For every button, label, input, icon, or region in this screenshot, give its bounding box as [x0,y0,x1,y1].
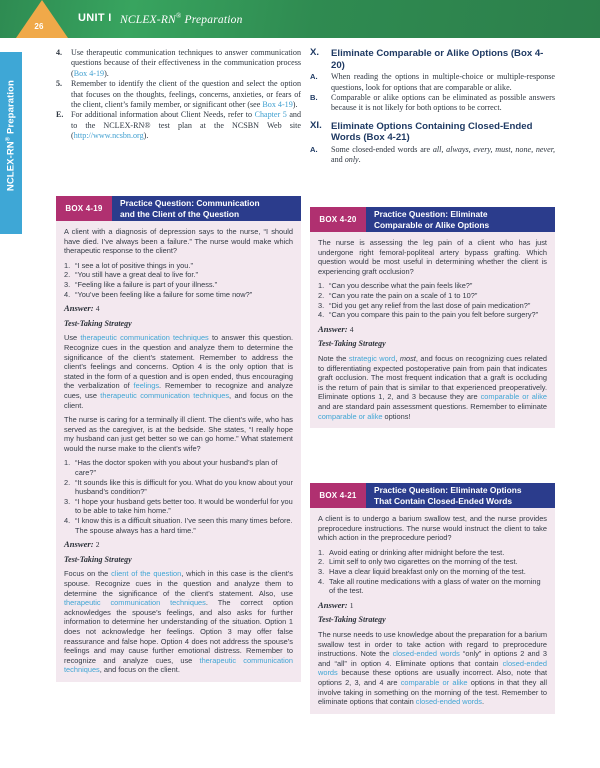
box-title-line-1: Practice Question: Communication [120,198,260,209]
answer-option[interactable] [318,567,547,577]
highlighted-term: client of the question [111,569,182,579]
outline-item [56,48,301,79]
answer-option-text: Take all routine medications with a glass of water on the morning of the test. [329,576,541,596]
answer-option-number: 3. [318,300,325,310]
answer-option-number: 4. [64,289,71,299]
answer-option[interactable] [318,291,547,301]
answer-option-text: “You’ve been feeling like a failure for some time now?” [75,289,253,299]
emphasis-text: only [344,155,359,165]
answer-option-text: “Can you compare this pain to the pain you felt before surgery?” [329,310,539,320]
answer-option-list [318,281,547,319]
answer-option-text: “Can you describe what the pain feels like?” [329,281,473,291]
answer-option-list [318,548,547,596]
cross-reference-link[interactable]: Box 4-19 [262,100,293,110]
answer-option-text: “I know this is a difficult situation. I’ve seen this many times before. The spouse always has a hard time.” [75,516,293,535]
answer-value: 1 [349,600,354,610]
answer-option[interactable] [318,557,547,567]
answer-option[interactable] [318,310,547,320]
emphasis-text: most [399,353,416,363]
answer-option[interactable] [64,516,293,535]
page-running-head [0,0,600,38]
answer-line: Answer: 2 [64,539,100,550]
highlighted-term: therapeutic communication techniques [100,390,230,400]
answer-option[interactable] [318,281,547,291]
section-gap [310,114,555,121]
box-body [310,508,555,714]
answer-option-number: 1. [64,458,71,468]
side-thumb-tab [0,52,22,234]
box-paragraph: A client with a diagnosis of depression says to the nurse, “I should have died. I’ve always been a failure.” The nurse would make which therapeutic response to the client? [64,227,293,256]
box-header [310,207,555,232]
practice-box-4-20 [310,207,555,428]
answer-value: 4 [95,304,100,314]
answer-option[interactable] [318,548,547,558]
practice-box-4-21 [310,483,555,714]
box-tag-label: BOX 4-20 [310,207,366,232]
cross-reference-link[interactable]: Box 4-19 [73,68,105,78]
right-column-outline [310,48,555,166]
outline-section-heading [310,121,555,144]
answer-option-text: “It sounds like this is difficult for you. What do you know about your husband’s condition?” [75,477,293,497]
box-body [310,232,555,428]
outline-marker: 5. [56,79,63,89]
outline-item [56,79,301,110]
answer-option-number: 4. [318,310,325,320]
box-paragraph: The nurse needs to use knowledge about the preparation for a barium swallow test in order to take action with regard to preprocedure instructions. Note the closed-ended words “only” in options 2 and 3 and “all” in option 4. Eliminate options that contain closed-ended words because these options are usually incorrect. Also, note that options 2, 3, and 4 are comparable or alike options in that they all involve taking in something on the morning of the test. Remember to eliminate options that contain closed-ended words. [318,629,547,707]
highlighted-term: strategic word [348,353,396,363]
outline-item [56,110,301,141]
answer-option-text: Avoid eating or drinking after midnight before the test. [329,547,505,557]
box-title-line-1: Practice Question: Eliminate [374,209,488,220]
box-paragraph: Note the strategic word, most, and focus on recognizing cues related to differentiating expected postoperative pain from pain that indicates graft occlusion. The most frequent indication that a graft is occluding is the return of pain that is similar to that experienced preoperatively. Eliminate options 1, 2, and 3 because they are comparable or alike and are standard pain assessment questions. Remember to eliminate comparable or alike options! [318,353,547,421]
highlighted-term: comparable or alike [480,392,547,402]
answer-option-text: “Can you rate the pain on a scale of 1 to 10?” [329,290,478,300]
strategy-heading: Test-Taking Strategy [318,339,386,349]
answer-line: Answer: 4 [318,323,354,334]
box-paragraph: The nurse is caring for a terminally ill client. The client’s wife, who has served as the caregiver, is at the bedside. She states, “I really hope my husband can just get better so we can go home.” What statement would the nurse make to the client’s wife? [64,415,293,453]
outline-text: Use therapeutic communication techniques to answer communication questions because of their effectiveness in the communication process (Box 4-19). [71,48,301,78]
box-header [310,483,555,508]
answer-option-number: 4. [64,516,71,526]
box-tag-label: BOX 4-21 [310,483,366,508]
box-title [366,207,555,232]
outline-subitem [310,72,555,93]
section-numeral: XI. [310,119,322,131]
answer-option[interactable] [64,290,293,300]
box-title-line-1: Practice Question: Eliminate Options [374,485,522,496]
answer-option[interactable] [64,261,293,271]
highlighted-term: closed-ended words [318,658,547,678]
answer-option-number: 4. [318,576,325,586]
box-paragraph: A client is to undergo a barium swallow test, and the nurse provides preprocedure instructions. The nurse would instruct the client to take which action in the preprocedure period? [318,514,547,543]
box-paragraph: Focus on the client of the question, which in this case is the client’s spouse. Recognize cues in the question and analyze them to determine the significance of the client’s statement. Also, use therapeutic communication techniques. The correct option acknowledges the spouse’s feelings, and also asks for further information to determine her understanding of the situation. Option 1 does not acknowledge her feelings. Option 3 may offer false reassurance and false hope. Option 4 does not address the spouse’s feelings and may cause further emotional distress. Remember to recognize and analyze cues, use therapeutic communication techniques, and focus on the client. [64,569,294,675]
cross-reference-link[interactable]: Chapter 5 [254,110,287,120]
highlighted-term: therapeutic communication techniques [80,333,209,343]
section-numeral: X. [310,47,320,58]
box-title [112,196,301,221]
answer-value: 2 [95,540,100,550]
section-title: Eliminate Options Containing Closed-Ended Words (Box 4-21) [331,120,533,144]
page-number: 26 [34,22,44,31]
answer-option[interactable] [64,270,293,280]
cross-reference-link[interactable]: http://www.ncsbn.org [73,131,144,141]
box-title-line-2: and the Client of the Question [120,208,240,219]
answer-option-text: “Feeling like a failure is part of your illness.” [75,279,218,289]
outline-sub-text: Comparable or alike options can be eliminated as possible answers because it is not likely for both options to be correct. [331,93,555,113]
answer-option-text: Limit self to only two cigarettes on the morning of the test. [329,557,518,567]
box-paragraph: The nurse is assessing the leg pain of a client who has just undergone right femoral-popliteal artery bypass grafting. Which question would be most useful in determining whether the client is experiencing graft occlusion? [318,238,547,276]
outline-sub-marker: A. [310,72,318,82]
section-title: Eliminate Comparable or Alike Options (Box 4-20) [331,48,544,71]
answer-option-number: 2. [318,290,325,300]
strategy-heading: Test-Taking Strategy [64,554,132,564]
answer-option-number: 3. [318,566,325,576]
outline-text: Remember to identify the client of the question and select the option that focuses on the thoughts, feelings, concerns, anxieties, or fears of the client, client’s family member, or significant other (see Box 4-19). [71,79,301,110]
answer-option-text: “Has the doctor spoken with you about your husband’s plan of care?” [75,458,278,478]
answer-option[interactable] [318,577,547,596]
answer-option-list [64,458,293,535]
answer-option[interactable] [64,458,293,477]
outline-sub-text: When reading the options in multiple-choice or multiple-response questions, look for options that are comparable or alike. [331,72,555,92]
box-tag-label: BOX 4-19 [56,196,112,221]
highlighted-term: therapeutic communication techniques [64,598,206,608]
practice-box-4-19 [56,196,301,682]
outline-marker: 4. [56,48,63,57]
answer-option-text: “You still have a great deal to live for.” [75,270,198,280]
box-header [56,196,301,221]
answer-option-text: Have a clear liquid breakfast only on the morning of the test. [329,566,526,576]
answer-option[interactable] [318,301,547,311]
answer-option-number: 3. [64,496,71,506]
answer-option-number: 1. [318,547,325,557]
highlighted-term: therapeutic communication techniques [64,655,294,675]
answer-option-number: 3. [64,279,71,289]
box-title-line-2: That Contain Closed-Ended Words [374,495,513,506]
outline-section-heading [310,48,555,71]
answer-line: Answer: 1 [318,599,354,610]
box-title [366,483,555,508]
answer-option-number: 2. [64,270,71,280]
unit-label: UNIT I [78,12,112,24]
outline-text: For additional information about Client Needs, refer to Chapter 5 and to the NCLEX-RN® test plan at the NCSBN Web site (http://www.ncsbn.org). [71,110,302,141]
box-body [56,221,301,682]
outline-sub-text: Some closed-ended words are all, always, every, must, none, never, and only. [331,145,555,165]
outline-sub-marker: B. [310,93,318,102]
box-title-line-2: Comparable or Alike Options [374,219,490,230]
side-thumb-tab-label: NCLEX-RN® Preparation [5,80,17,192]
folio-tab-shape [16,0,68,38]
answer-option-number: 1. [318,281,325,291]
outline-subitem [310,145,555,166]
highlighted-term: closed-ended words [415,697,482,707]
answer-option-number: 2. [64,477,71,487]
emphasis-text: all, always, every, must, none, never, [432,145,555,154]
highlighted-term: feelings [133,381,160,391]
answer-option-number: 2. [318,557,325,567]
highlighted-term: comparable or alike [318,411,383,421]
answer-option-text: “I hope your husband gets better too. It would be wonderful for you to be able to take him home.” [75,496,293,516]
answer-option-number: 1. [64,260,71,270]
unit-title: NCLEX-RN® Preparation [120,12,243,26]
outline-marker: E. [56,110,64,120]
answer-option[interactable] [64,497,293,516]
highlighted-term: comparable or alike [400,677,468,687]
outline-sub-marker: A. [310,145,318,154]
box-paragraph: Use therapeutic communication techniques to answer this question. Recognize cues in the question and analyze them to determine the significance of the client’s statement. Remember to address the client’s feelings and concerns. Option 4 is the only option that is stated in the form of a question and is open ended, thus encouraging the verbalization of feelings. Remember to recognize and analyze cues, use therapeutic communication techniques, and focus on the client. [64,333,294,410]
answer-value: 4 [349,324,354,334]
answer-line: Answer: 4 [64,303,100,314]
strategy-heading: Test-Taking Strategy [64,318,132,328]
left-column-outline [56,48,301,142]
answer-option-list [64,261,293,299]
outline-subitem [310,93,555,114]
answer-option[interactable] [64,280,293,290]
answer-option[interactable] [64,478,293,497]
highlighted-term: closed-ended words [392,649,460,659]
strategy-heading: Test-Taking Strategy [318,615,386,625]
answer-option-text: “I see a lot of positive things in you.” [75,260,193,270]
answer-option-text: “Did you get any relief from the last dose of pain medication?” [329,300,531,310]
